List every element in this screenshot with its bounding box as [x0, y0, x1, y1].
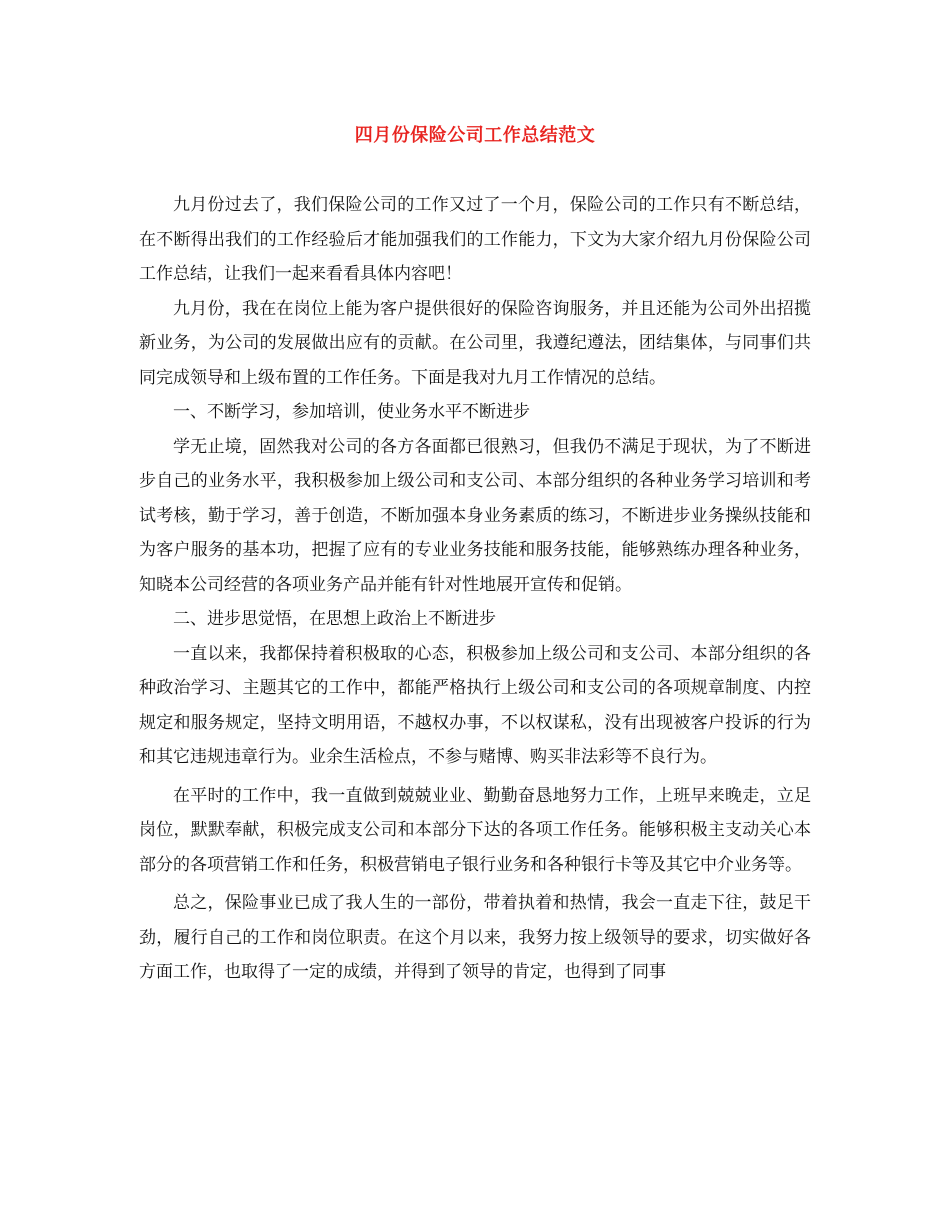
paragraph-september-summary: 九月份，我在在岗位上能为客户提供很好的保险咨询服务，并且还能为公司外出招揽新业务，为公司的发展做出应有的贡献。在公司里，我遵纪遵法，团结集体，与同事们共同完成领导和上级布置的工作任务。下面是我对九月工作情况的总结。	[139, 298, 811, 388]
paragraph-conclusion: 总之，保险事业已成了我人生的一部份，带着执着和热情，我会一直走下往，鼓足干劲，履行自己的工作和岗位职责。在这个月以来，我努力按上级领导的要求，切实做好各方面工作，也取得了一定的成绩，并得到了领导的肯定，也得到了同事	[139, 893, 811, 982]
section-heading-1: 一、不断学习，参加培训，使业务水平不断进步	[173, 402, 530, 422]
document-body	[139, 188, 811, 990]
paragraph-intro: 九月份过去了，我们保险公司的工作又过了一个月，保险公司的工作只有不断总结，在不断得出我们的工作经验后才能加强我们的工作能力，下文为大家介绍九月份保险公司工作总结，让我们一起来看看具体内容吧！	[139, 195, 811, 284]
paragraph-learning: 学无止境，固然我对公司的各方各面都已很熟习，但我仍不满足于现状，为了不断进步自己的业务水平，我积极参加上级公司和支公司、本部分组织的各种业务学习培训和考试考核，勤于学习，善于创造，不断加强本身业务素质的练习，不断进步业务操纵技能和为客户服务的基本功，把握了应有的专业业务技能和服务技能，能够熟练办理各种业务，知晓本公司经营的各项业务产品并能有针对性地展开宣传和促销。	[139, 436, 811, 595]
document-title: 四月份保险公司工作总结范文	[354, 125, 596, 146]
section-heading-2: 二、进步思觉悟，在思想上政治上不断进步	[173, 609, 496, 629]
paragraph-political: 一直以来，我都保持着积极取的心态，积极参加上级公司和支公司、本部分组织的各种政治学习、主题其它的工作中，都能严格执行上级公司和支公司的各项规章制度、内控规定和服务规定，坚持文明用语，不越权办事，不以权谋私，没有出现被客户投诉的行为和其它违规违章行为。业余生活检点，不参与赌博、购买非法彩等不良行为。	[139, 643, 811, 767]
paragraph-daily-work: 在平时的工作中，我一直做到兢兢业业、勤勤奋恳地努力工作，上班早来晚走，立足岗位，默默奉献，积极完成支公司和本部分下达的各项工作任务。能够积极主支动关心本部分的各项营销工作和任务，积极营销电子银行业务和各种银行卡等及其它中介业务等。	[139, 785, 811, 875]
